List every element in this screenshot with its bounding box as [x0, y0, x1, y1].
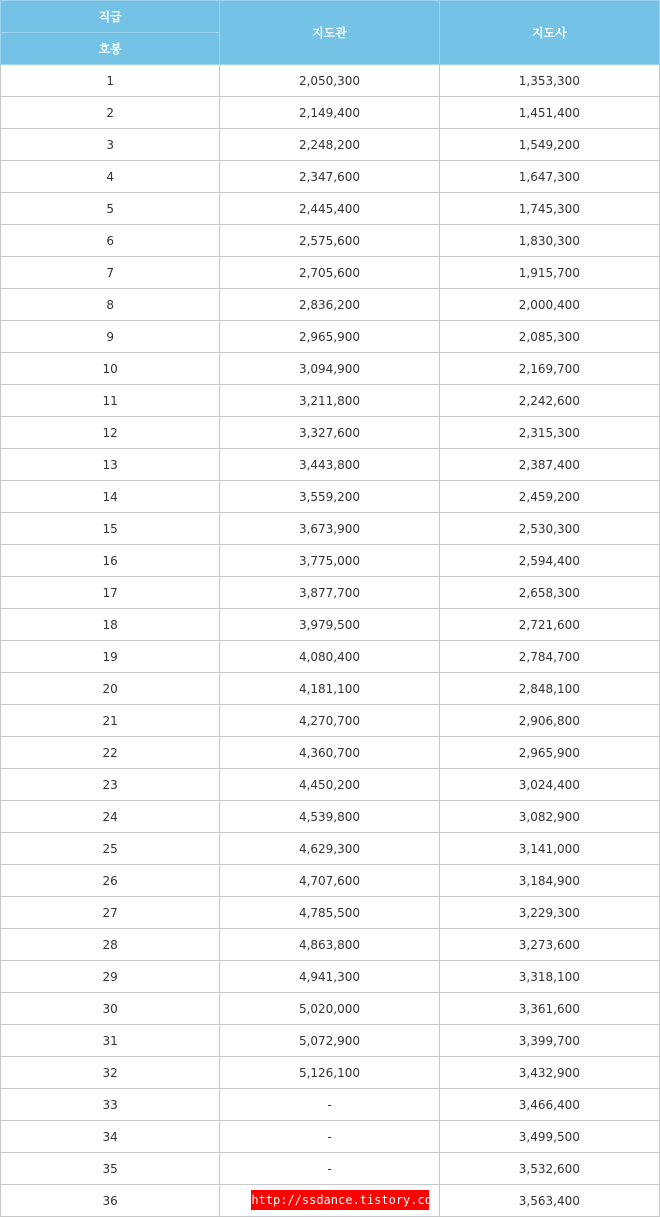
col-b-cell: 2,085,300	[439, 321, 659, 353]
table-row	[1, 641, 660, 673]
col-b-cell: 3,563,400	[439, 1185, 659, 1217]
col-b-cell: 3,499,500	[439, 1121, 659, 1153]
step-cell: 18	[1, 609, 220, 641]
col-b-cell: 2,906,800	[439, 705, 659, 737]
table-row	[1, 769, 660, 801]
col-b-cell: 3,432,900	[439, 1057, 659, 1089]
col-a-cell: 4,941,300	[220, 961, 439, 993]
table-row	[1, 833, 660, 865]
step-cell: 10	[1, 353, 220, 385]
col-b-cell: 3,466,400	[439, 1089, 659, 1121]
col-a-cell: 2,248,200	[220, 129, 439, 161]
table-row	[1, 161, 660, 193]
step-cell: 25	[1, 833, 220, 865]
col-b-cell: 2,000,400	[439, 289, 659, 321]
step-cell: 19	[1, 641, 220, 673]
col-a-cell: 3,979,500	[220, 609, 439, 641]
col-a-cell: 3,775,000	[220, 545, 439, 577]
col-b-cell: 2,242,600	[439, 385, 659, 417]
table-row	[1, 417, 660, 449]
col-b-cell: 2,387,400	[439, 449, 659, 481]
col-a-cell: -	[220, 1089, 439, 1121]
col-a-cell: 4,450,200	[220, 769, 439, 801]
step-cell: 21	[1, 705, 220, 737]
table-row	[1, 961, 660, 993]
table-row	[1, 321, 660, 353]
table-row	[1, 65, 660, 97]
step-cell: 17	[1, 577, 220, 609]
col-b-cell: 1,915,700	[439, 257, 659, 289]
table-row	[1, 289, 660, 321]
col-b-cell: 2,658,300	[439, 577, 659, 609]
step-cell: 36	[1, 1185, 220, 1217]
table-row	[1, 513, 660, 545]
table-row	[1, 737, 660, 769]
step-cell: 29	[1, 961, 220, 993]
col-a-cell: 4,181,100	[220, 673, 439, 705]
step-cell: 26	[1, 865, 220, 897]
col-b-cell: 2,721,600	[439, 609, 659, 641]
col-a-cell: 4,707,600	[220, 865, 439, 897]
table-row	[1, 449, 660, 481]
col-a-cell: 4,360,700	[220, 737, 439, 769]
table-row	[1, 673, 660, 705]
step-cell: 31	[1, 1025, 220, 1057]
step-cell: 34	[1, 1121, 220, 1153]
col-a-cell: 3,559,200	[220, 481, 439, 513]
col-b-cell: 2,784,700	[439, 641, 659, 673]
step-cell: 33	[1, 1089, 220, 1121]
table-row	[1, 385, 660, 417]
col-a-cell: 2,050,300	[220, 65, 439, 97]
table-row	[1, 1025, 660, 1057]
step-cell: 27	[1, 897, 220, 929]
header-rank: 직급	[1, 1, 220, 33]
table-row	[1, 929, 660, 961]
col-b-cell: 3,184,900	[439, 865, 659, 897]
table-row	[1, 897, 660, 929]
col-a-cell: 5,072,900	[220, 1025, 439, 1057]
col-a-cell: -	[220, 1153, 439, 1185]
step-cell: 35	[1, 1153, 220, 1185]
table-row	[1, 577, 660, 609]
col-b-cell: 2,169,700	[439, 353, 659, 385]
table-row	[1, 481, 660, 513]
col-a-cell: 3,211,800	[220, 385, 439, 417]
step-cell: 28	[1, 929, 220, 961]
col-b-cell: 3,141,000	[439, 833, 659, 865]
col-a-cell: 3,327,600	[220, 417, 439, 449]
col-b-cell: 1,745,300	[439, 193, 659, 225]
table-row	[1, 1089, 660, 1121]
step-cell: 23	[1, 769, 220, 801]
step-cell: 5	[1, 193, 220, 225]
table-body	[1, 65, 660, 1217]
table-row	[1, 865, 660, 897]
step-cell: 16	[1, 545, 220, 577]
step-cell: 24	[1, 801, 220, 833]
table-row	[1, 353, 660, 385]
col-a-cell: 3,094,900	[220, 353, 439, 385]
col-b-cell: 3,399,700	[439, 1025, 659, 1057]
step-cell: 14	[1, 481, 220, 513]
col-a-cell: 4,539,800	[220, 801, 439, 833]
col-a-cell: 4,863,800	[220, 929, 439, 961]
col-a-cell: 4,270,700	[220, 705, 439, 737]
step-cell: 32	[1, 1057, 220, 1089]
step-cell: 15	[1, 513, 220, 545]
col-b-cell: 2,965,900	[439, 737, 659, 769]
col-b-cell: 1,830,300	[439, 225, 659, 257]
col-a-cell	[220, 1185, 439, 1217]
table-row	[1, 1121, 660, 1153]
col-a-cell: 2,965,900	[220, 321, 439, 353]
step-cell: 13	[1, 449, 220, 481]
table-row	[1, 129, 660, 161]
col-b-cell: 2,530,300	[439, 513, 659, 545]
col-a-cell: -	[220, 1121, 439, 1153]
header-step: 호봉	[1, 33, 220, 65]
col-b-cell: 3,361,600	[439, 993, 659, 1025]
col-b-cell: 1,451,400	[439, 97, 659, 129]
col-a-cell: 2,347,600	[220, 161, 439, 193]
table-row	[1, 993, 660, 1025]
col-b-cell: 3,024,400	[439, 769, 659, 801]
col-a-cell: 3,443,800	[220, 449, 439, 481]
col-a-cell: 2,705,600	[220, 257, 439, 289]
step-cell: 20	[1, 673, 220, 705]
step-cell: 12	[1, 417, 220, 449]
table-row	[1, 705, 660, 737]
col-b-cell: 2,315,300	[439, 417, 659, 449]
step-cell: 9	[1, 321, 220, 353]
step-cell: 3	[1, 129, 220, 161]
table-row	[1, 97, 660, 129]
step-cell: 4	[1, 161, 220, 193]
col-b-cell: 3,229,300	[439, 897, 659, 929]
table-row	[1, 609, 660, 641]
table-row	[1, 801, 660, 833]
col-b-cell: 3,273,600	[439, 929, 659, 961]
table-row	[1, 1185, 660, 1217]
watermark-label: http://ssdance.tistory.com	[251, 1190, 429, 1210]
table-row	[1, 1153, 660, 1185]
col-b-cell: 3,532,600	[439, 1153, 659, 1185]
watermark-wrap	[220, 1185, 438, 1216]
col-b-cell: 2,594,400	[439, 545, 659, 577]
col-b-cell: 2,459,200	[439, 481, 659, 513]
col-a-cell: 2,836,200	[220, 289, 439, 321]
table-row	[1, 257, 660, 289]
header-col-b: 지도사	[439, 1, 659, 65]
col-a-cell: 4,785,500	[220, 897, 439, 929]
col-a-cell: 5,020,000	[220, 993, 439, 1025]
col-b-cell: 3,318,100	[439, 961, 659, 993]
col-a-cell: 4,629,300	[220, 833, 439, 865]
col-b-cell: 1,549,200	[439, 129, 659, 161]
col-a-cell: 3,673,900	[220, 513, 439, 545]
step-cell: 7	[1, 257, 220, 289]
col-a-cell: 2,575,600	[220, 225, 439, 257]
table-row	[1, 193, 660, 225]
step-cell: 11	[1, 385, 220, 417]
step-cell: 6	[1, 225, 220, 257]
step-cell: 1	[1, 65, 220, 97]
step-cell: 8	[1, 289, 220, 321]
step-cell: 30	[1, 993, 220, 1025]
col-b-cell: 2,848,100	[439, 673, 659, 705]
table-row	[1, 545, 660, 577]
col-a-cell: 2,445,400	[220, 193, 439, 225]
table-row	[1, 1057, 660, 1089]
col-b-cell: 1,647,300	[439, 161, 659, 193]
col-a-cell: 3,877,700	[220, 577, 439, 609]
step-cell: 22	[1, 737, 220, 769]
table-row	[1, 225, 660, 257]
col-a-cell: 5,126,100	[220, 1057, 439, 1089]
step-cell: 2	[1, 97, 220, 129]
col-b-cell: 1,353,300	[439, 65, 659, 97]
col-a-cell: 4,080,400	[220, 641, 439, 673]
header-col-a: 지도관	[220, 1, 439, 65]
col-b-cell: 3,082,900	[439, 801, 659, 833]
col-a-cell: 2,149,400	[220, 97, 439, 129]
